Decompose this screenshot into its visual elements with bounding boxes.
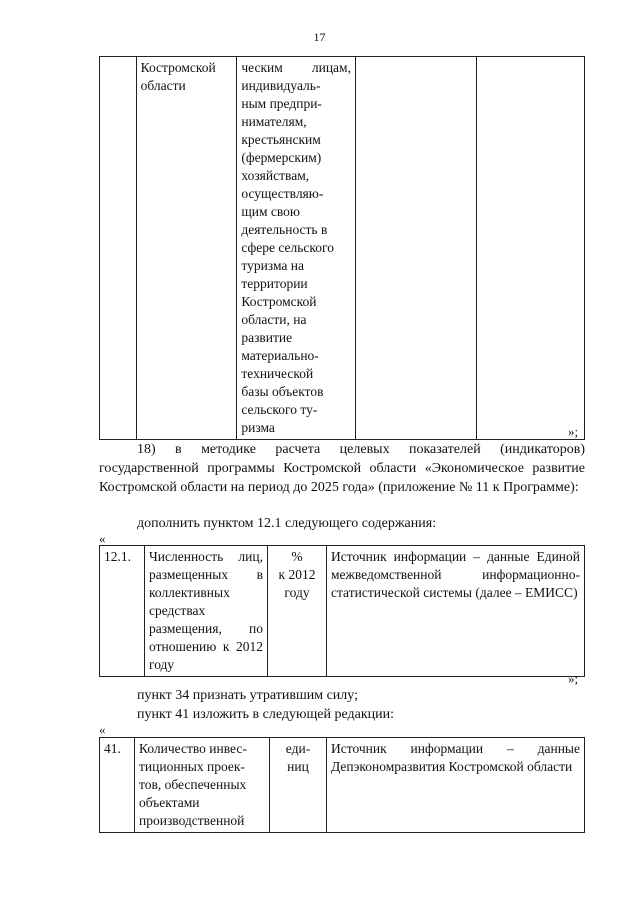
table-continuation — [99, 56, 585, 440]
paragraph-18 — [99, 440, 585, 497]
empty-cell-num — [100, 57, 137, 440]
table-41 — [99, 737, 585, 833]
cell-unit: % к 2012 году — [268, 546, 327, 677]
empty-cell-1 — [355, 57, 476, 440]
cell-indicator: Количество инвес- тиционных проек- тов, обеспеченных объектами производственной — [135, 738, 270, 833]
close-quote-2: »; — [568, 671, 579, 686]
page-number: 17 — [313, 30, 326, 44]
open-quote-1: « — [99, 531, 106, 546]
table-row — [100, 57, 585, 440]
add-clause-text: дополнить пунктом 12.1 следующего содержания: — [137, 516, 437, 531]
cell-number: 12.1. — [100, 546, 145, 677]
item-41-text: пункт 41 изложить в следующей редакции: — [137, 707, 394, 722]
cell-description: ческим лицам, индивидуаль- ным предпри- нимателям, крестьянским (фермерским) хозяйствам, осуществляю- щим свою деятельность в сфере сельского туризма на территории Костромской области, на развитие материально- технической базы объектов сельского ту- ризма — [237, 57, 356, 440]
cell-region: Костромской области — [136, 57, 237, 440]
item-34-text: пункт 34 признать утратившим силу; — [137, 688, 358, 703]
cell-source: Источник информации – данные Депэкономразвития Костромской области — [327, 738, 585, 833]
cell-indicator: Численность лиц, размещенных в коллективных средствах размещения, по отношению к 2012 году — [145, 546, 268, 677]
paragraph-18-text: 18) в методике расчета целевых показателей (индикаторов) государственной программы Костромской области «Экономическое развитие Костромской области на период до 2025 года» (приложение № 11 к Программе): — [99, 442, 585, 495]
cell-source: Источник информации – данные Единой межведомственной информационно-статистической системы (далее – ЕМИСС) — [327, 546, 585, 677]
open-quote-2: « — [99, 722, 106, 737]
cell-number: 41. — [100, 738, 135, 833]
table-row — [100, 738, 585, 833]
close-quote-1: »; — [568, 424, 579, 439]
empty-cell-2 — [477, 57, 585, 440]
table-12-1 — [99, 545, 585, 677]
table-row — [100, 546, 585, 677]
cell-unit: еди- ниц — [270, 738, 327, 833]
